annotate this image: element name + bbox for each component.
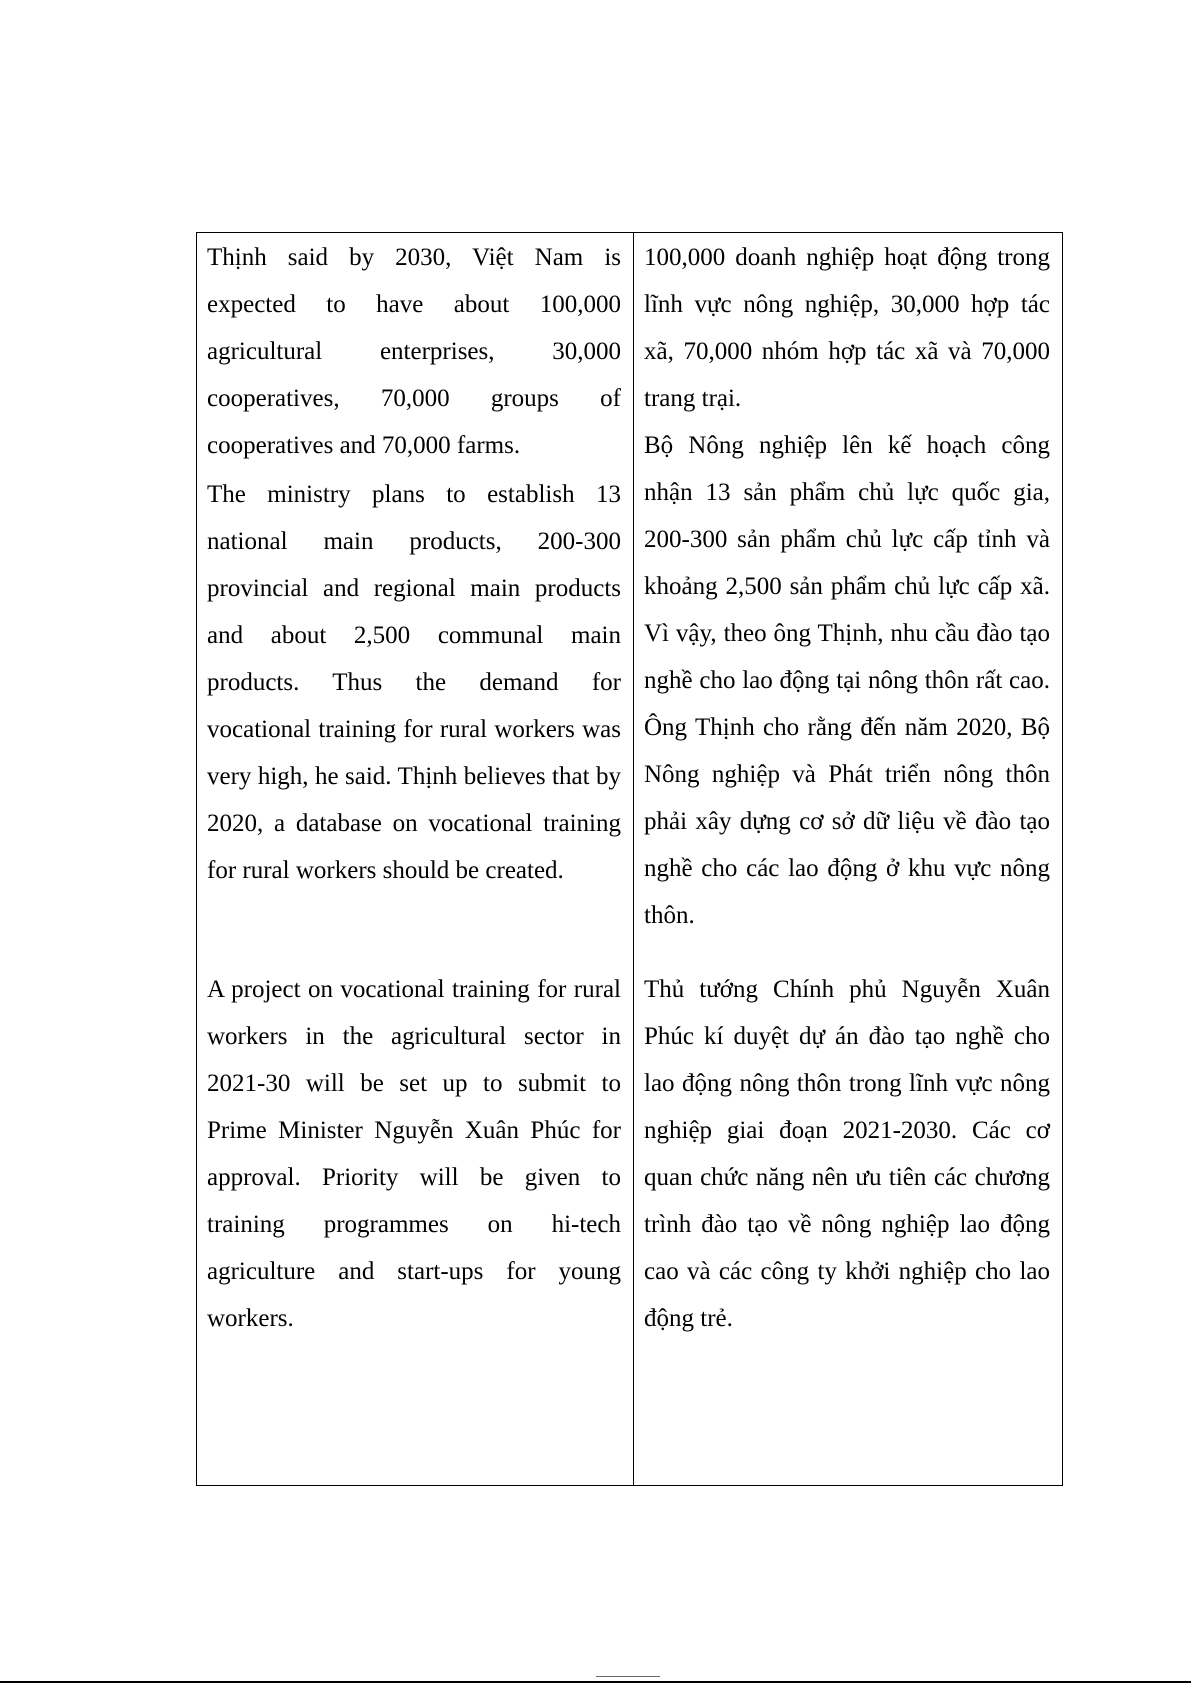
- english-paragraph-2: The ministry plans to establish 13 national main products, 200-300 provincial and regional main products and about 2,500 communal main products. Thus the demand for vocational training for rural workers was very high, he said. Thịnh believes that by 2020, a database on vocational training for rural workers should be created.: [207, 481, 621, 884]
- vietnamese-paragraph-1: 100,000 doanh nghiệp hoạt động trong lĩnh vực nông nghiệp, 30,000 hợp tác xã, 70,000 nhóm hợp tác xã và 70,000 trang trại.: [644, 244, 1050, 412]
- english-column: [197, 233, 634, 1485]
- paragraph-spacer: [207, 894, 621, 966]
- vietnamese-column: [634, 233, 1062, 1485]
- english-paragraph-3: A project on vocational training for rural workers in the agricultural sector in 2021-30 will be set up to submit to Prime Minister Nguyễn Xuân Phúc for approval. Priority will be given to training programmes on hi-tech agriculture and start-ups for young workers.: [207, 976, 621, 1332]
- bilingual-table: [196, 232, 1063, 1486]
- paragraph-spacer: [644, 939, 1050, 966]
- vietnamese-paragraph-3: Thủ tướng Chính phủ Nguyễn Xuân Phúc kí duyệt dự án đào tạo nghề cho lao động nông thôn trong lĩnh vực nông nghiệp giai đoạn 2021-2030. Các cơ quan chức năng nên ưu tiên các chương trình đào tạo về nông nghiệp lao động cao và các công ty khởi nghiệp cho lao động trẻ.: [644, 976, 1050, 1332]
- vietnamese-paragraph-2: Bộ Nông nghiệp lên kế hoạch công nhận 13 sản phẩm chủ lực quốc gia, 200-300 sản phẩm chủ lực cấp tỉnh và khoảng 2,500 sản phẩm chủ lực cấp xã. Vì vậy, theo ông Thịnh, nhu cầu đào tạo nghề cho lao động tại nông thôn rất cao. Ông Thịnh cho rằng đến năm 2020, Bộ Nông nghiệp và Phát triển nông thôn phải xây dựng cơ sở dữ liệu về đào tạo nghề cho các lao động ở khu vực nông thôn.: [644, 432, 1050, 929]
- english-paragraph-1: Thịnh said by 2030, Việt Nam is expected to have about 100,000 agricultural enterprises, 30,000 cooperatives, 70,000 groups of cooperatives and 70,000 farms.: [207, 244, 621, 459]
- page-bottom-rule: [0, 1681, 1191, 1683]
